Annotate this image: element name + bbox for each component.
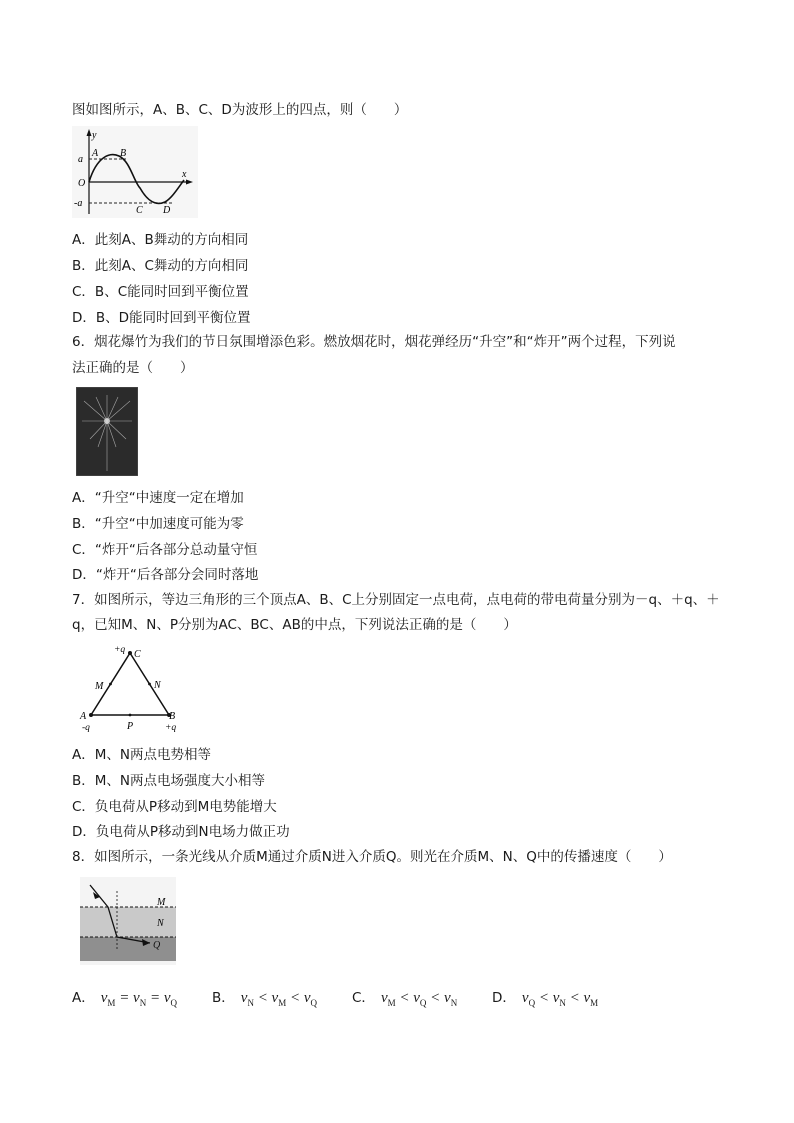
midpoint-m-label: M (95, 681, 104, 692)
q7-stem-line2: q，已知M、N、P分别为AC、BC、AB的中点，下列说法正确的是（ ） (72, 617, 517, 633)
q7-option-b: B．M、N两点电场强度大小相等 (72, 773, 266, 789)
triangle-figure (78, 642, 188, 734)
vertex-b-label: B (169, 711, 176, 722)
point-c-label: C (136, 205, 143, 216)
q6-option-b: B．“升空“中加速度可能为零 (72, 516, 244, 532)
medium-q-label: Q (153, 940, 161, 951)
origin-label: O (78, 178, 86, 189)
q5-option-a: A．此刻A、B舞动的方向相同 (72, 232, 249, 248)
charge-b-label: +q (165, 723, 177, 733)
wave-graph (72, 126, 198, 218)
q5-stem: 图如图所示，A、B、C、D为波形上的四点，则（ ） (72, 102, 408, 118)
q8-options-row (72, 986, 692, 1010)
midpoint-p-label: P (127, 721, 134, 732)
q6-stem-line1: 6．烟花爆竹为我们的节日氛围增添色彩。燃放烟花时，烟花弹经历“升空”和“炸开”两个过程，下列说 (72, 334, 676, 350)
x-axis-label: x (182, 169, 187, 180)
q7-option-c: C．负电荷从P移动到M电势能增大 (72, 799, 277, 815)
q8-option-b: B． $v_N < v_M < v_Q$ (212, 990, 318, 1008)
y-axis-label: y (92, 130, 97, 141)
amplitude-a-label: a (78, 154, 83, 165)
q6-option-a: A．“升空“中速度一定在增加 (72, 490, 244, 506)
q6-option-c: C．“炸开“后各部分总动量守恒 (72, 542, 258, 558)
vertex-c-label: C (134, 649, 141, 660)
q5-option-b: B．此刻A、C舞动的方向相同 (72, 258, 249, 274)
point-b-label: B (120, 148, 127, 159)
q7-option-a: A．M、N两点电势相等 (72, 747, 211, 763)
q6-option-d: D．“炸开“后各部分会同时落地 (72, 567, 259, 583)
charge-c-label: +q (114, 645, 126, 655)
q5-option-c: C．B、C能同时回到平衡位置 (72, 284, 249, 300)
medium-q-layer (80, 937, 176, 961)
point-a-label: A (92, 148, 99, 159)
q8-stem: 8．如图所示，一条光线从介质M通过介质N进入介质Q。则光在介质M、N、Q中的传播速度（ ） (72, 849, 672, 865)
q6-stem-line2: 法正确的是（ ） (72, 360, 194, 376)
charge-a-label: -q (82, 723, 90, 733)
medium-m-label: M (157, 897, 166, 908)
q5-option-d: D．B、D能同时回到平衡位置 (72, 310, 251, 326)
refraction-diagram (80, 877, 176, 965)
wave-figure (72, 126, 198, 218)
q7-stem-line1: 7．如图所示，等边三角形的三个顶点A、B、C上分别固定一点电荷，点电荷的带电荷量分别为－q、＋q、＋ (72, 592, 720, 608)
vertex-a-label: A (80, 711, 87, 722)
firework-image (76, 387, 138, 476)
firework-photo (76, 387, 138, 476)
q8-option-d: D． $v_Q < v_N < v_M$ (492, 990, 599, 1008)
refraction-figure (80, 877, 176, 965)
q8-option-c: C． $v_M < v_Q < v_N$ (352, 990, 458, 1008)
medium-n-label: N (157, 918, 164, 929)
midpoint-n-label: N (154, 680, 161, 691)
q8-option-a: A． $v_M = v_N = v_Q$ (72, 990, 177, 1008)
q7-option-d: D．负电荷从P移动到N电场力做正功 (72, 824, 290, 840)
point-d-label: D (163, 205, 171, 216)
amplitude-neg-a-label: -a (74, 198, 83, 209)
triangle-diagram (78, 642, 188, 734)
